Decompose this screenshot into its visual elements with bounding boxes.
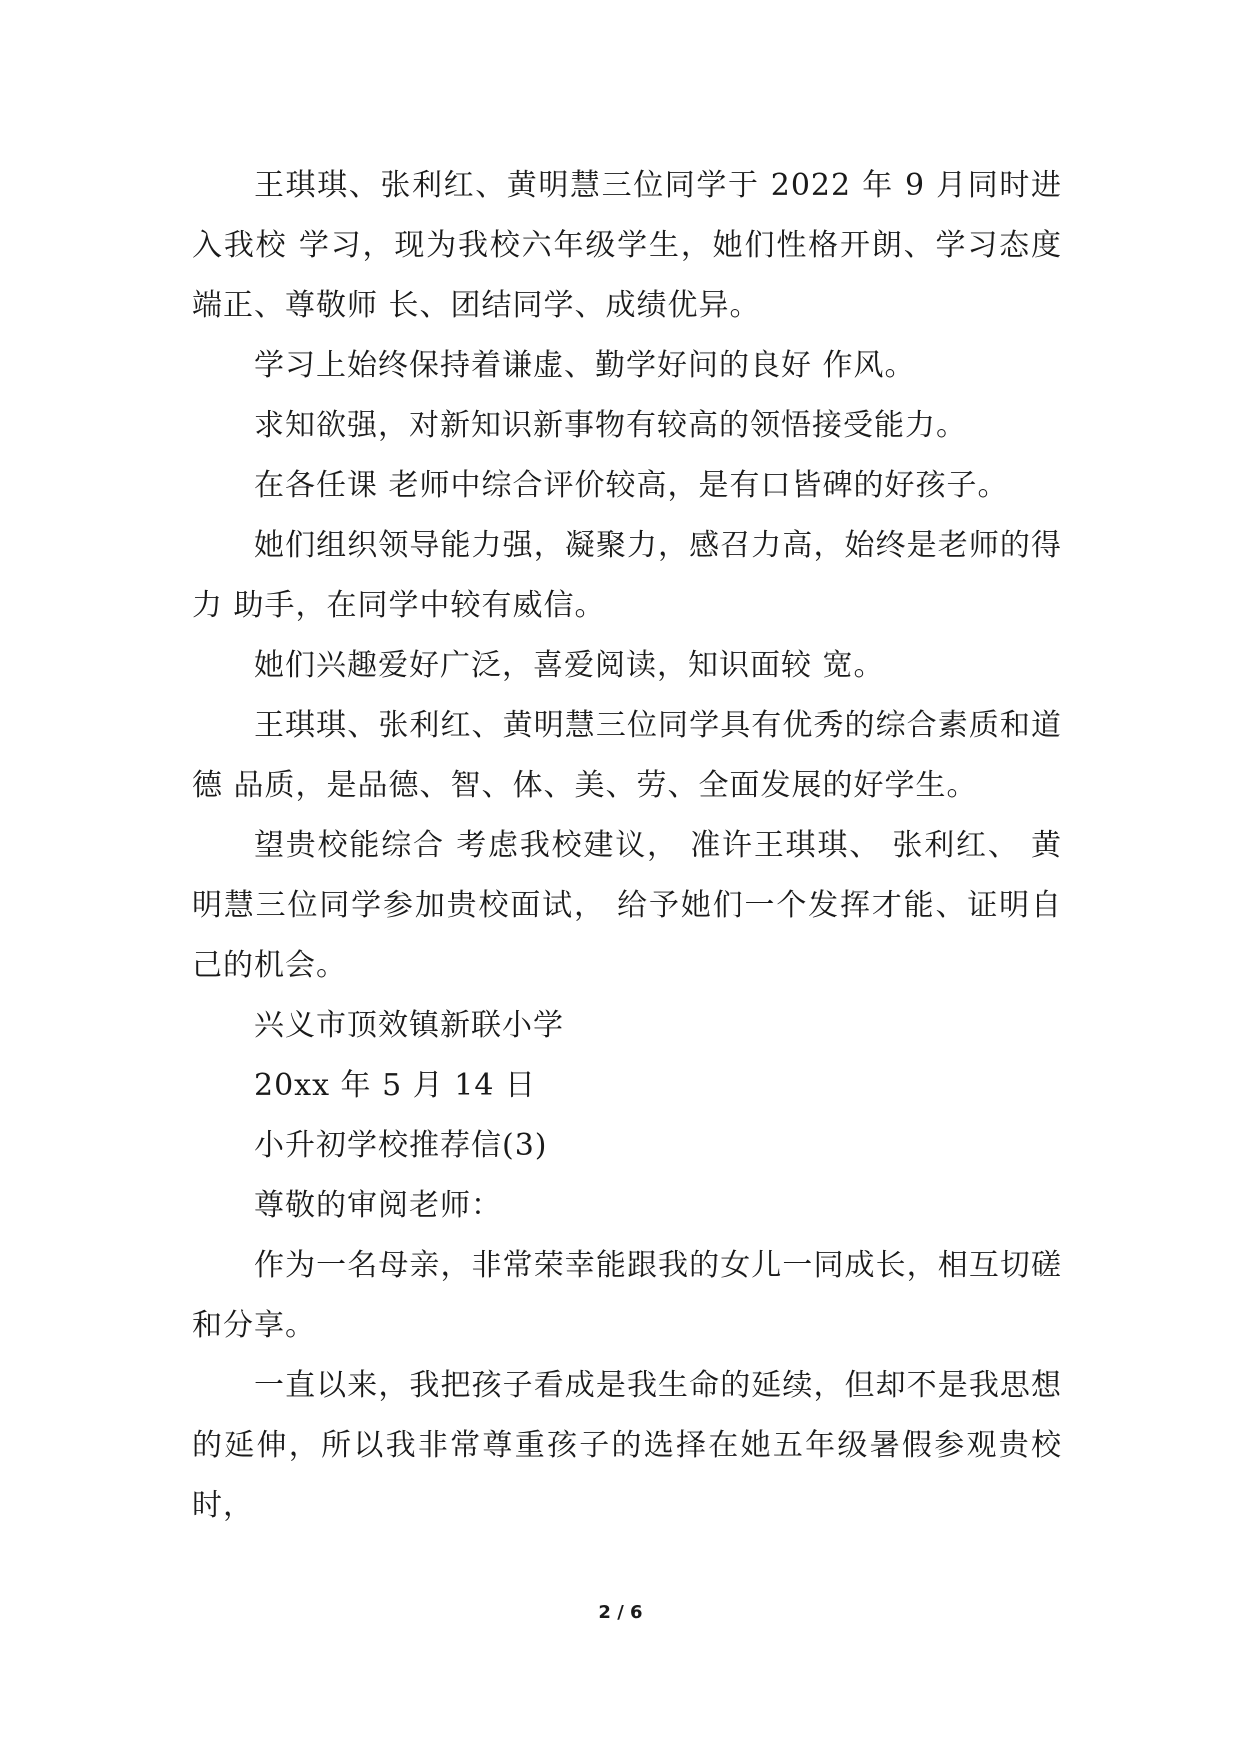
paragraph-leadership: 她们组织领导能力强，凝聚力，感召力高，始终是老师的得力 助手，在同学中较有威信。 — [192, 528, 1062, 623]
paragraph-request: 望贵校能综合 考虑我校建议， 准许王琪琪、 张利红、 黄明慧三位同学参加贵校面试， 给予她们一个发挥才能、证明自己的机会。 — [192, 828, 1062, 983]
document-body — [192, 156, 1062, 1536]
letter-salutation: 尊敬的审阅老师： — [254, 1188, 502, 1223]
paragraph-student-intro: 王琪琪、张利红、黄明慧三位同学于 2022 年 9 月同时进入我校 学习，现为我校六年级学生，她们性格开朗、学习态度端正、尊敬师 长、团结同学、成绩优异。 — [192, 168, 1062, 323]
signature-date: 20xx 年 5 月 14 日 — [254, 1068, 536, 1103]
paragraph-mother-continuation: 一直以来，我把孩子看成是我生命的延续，但却不是我思想的延伸，所以我非常尊重孩子的选择在她五年级暑假参观贵校时， — [192, 1368, 1062, 1523]
paragraph-study-style: 学习上始终保持着谦虚、勤学好问的良好 作风。 — [254, 348, 916, 383]
paragraph-hobbies: 她们兴趣爱好广泛，喜爱阅读，知识面较 宽。 — [254, 648, 885, 683]
signature-school-name: 兴义市顶效镇新联小学 — [254, 1008, 564, 1043]
paragraph-qualities: 王琪琪、张利红、黄明慧三位同学具有优秀的综合素质和道德 品质，是品德、智、体、美、劳、全面发展的好学生。 — [192, 708, 1062, 803]
letter-title: 小升初学校推荐信(3) — [254, 1128, 548, 1163]
page-number: 2 / 6 — [598, 1602, 643, 1623]
paragraph-curiosity: 求知欲强，对新知识新事物有较高的领悟接受能力。 — [254, 408, 967, 443]
paragraph-mother-intro: 作为一名母亲，非常荣幸能跟我的女儿一同成长，相互切磋和分享。 — [192, 1248, 1062, 1343]
paragraph-teacher-evaluation: 在各任课 老师中综合评价较高，是有口皆碑的好孩子。 — [254, 468, 1009, 503]
